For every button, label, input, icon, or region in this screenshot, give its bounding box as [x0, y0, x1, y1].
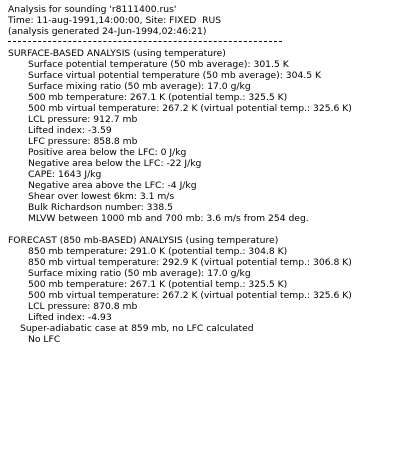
surface-line: CAPE: 1643 J/kg	[28, 169, 102, 180]
surface-line: Lifted index: -3.59	[28, 125, 112, 136]
forecast-line: 500 mb temperature: 267.1 K (potential temp.: 325.5 K)	[28, 279, 288, 290]
surface-line: Positive area below the LFC: 0 J/kg	[28, 147, 187, 158]
surface-line: Negative area below the LFC: -22 J/kg	[28, 158, 202, 169]
surface-section-title: SURFACE-BASED ANALYSIS (using temperature)	[8, 48, 226, 59]
surface-line: MLVW between 1000 mb and 700 mb: 3.6 m/s from 254 deg.	[28, 213, 309, 224]
surface-line: Negative area above the LFC: -4 J/kg	[28, 180, 197, 191]
surface-line: Surface virtual potential temperature (50 mb average): 304.5 K	[28, 70, 322, 81]
surface-section-lines	[8, 59, 412, 224]
surface-line: LFC pressure: 858.8 mb	[28, 136, 138, 147]
surface-line: Shear over lowest 6km: 3.1 m/s	[28, 191, 175, 202]
surface-line: Surface potential temperature (50 mb average): 301.5 K	[28, 59, 289, 70]
surface-line: 500 mb temperature: 267.1 K (potential temp.: 325.5 K)	[28, 92, 288, 103]
section-gap	[8, 224, 412, 235]
forecast-line: 850 mb virtual temperature: 292.9 K (virtual potential temp.: 306.8 K)	[28, 257, 352, 268]
forecast-line: Lifted index: -4.93	[28, 312, 112, 323]
forecast-note: No LFC	[28, 334, 61, 345]
forecast-line: 850 mb temperature: 291.0 K (potential temp.: 304.8 K)	[28, 246, 288, 257]
forecast-section-title: FORECAST (850 mb-BASED) ANALYSIS (using temperature)	[8, 235, 279, 246]
forecast-line: 500 mb virtual temperature: 267.2 K (virtual potential temp.: 325.6 K)	[28, 290, 352, 301]
forecast-section-lines	[8, 246, 412, 345]
surface-line: LCL pressure: 912.7 mb	[28, 114, 138, 125]
report-generated: (analysis generated 24-Jun-1994,02:46:21)	[8, 26, 207, 37]
sounding-analysis-report	[8, 4, 412, 345]
forecast-line: Surface mixing ratio (50 mb average): 17.0 g/kg	[28, 268, 251, 279]
report-time-site: Time: 11-aug-1991,14:00:00, Site: FIXED RUS	[8, 15, 222, 26]
forecast-note: Super-adiabatic case at 859 mb, no LFC calculated	[20, 323, 254, 334]
forecast-line: LCL pressure: 870.8 mb	[28, 301, 138, 312]
report-title: Analysis for sounding 'r8111400.rus'	[8, 4, 177, 15]
divider	[8, 37, 412, 48]
surface-line: 500 mb virtual temperature: 267.2 K (virtual potential temp.: 325.6 K)	[28, 103, 352, 114]
surface-line: Bulk Richardson number: 338.5	[28, 202, 173, 213]
surface-line: Surface mixing ratio (50 mb average): 17.0 g/kg	[28, 81, 251, 92]
